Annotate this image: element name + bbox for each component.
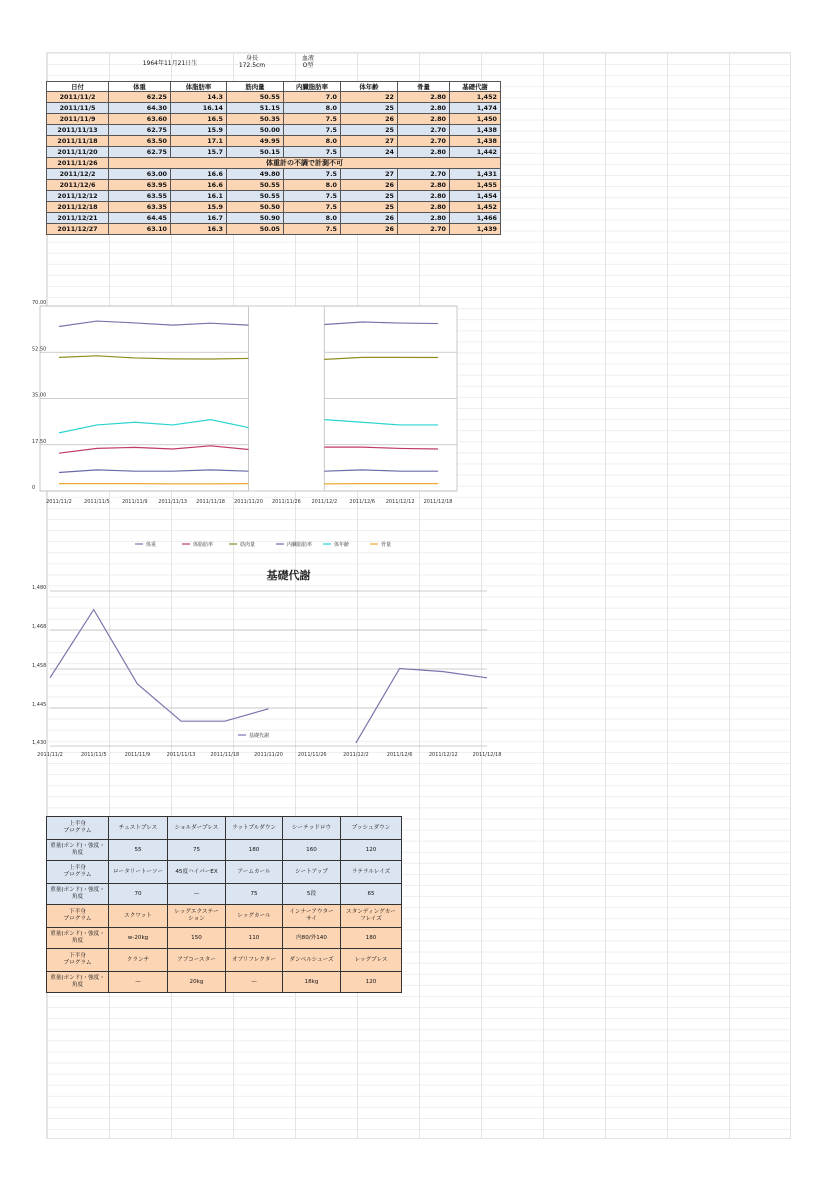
date-cell: 2011/12/2 (47, 169, 109, 180)
program-cell: ラテラルレイズ (341, 861, 402, 884)
value-cell: 1,431 (450, 169, 501, 180)
value-cell: 7.0 (284, 92, 341, 103)
program-cell: 150 (168, 928, 226, 949)
x-tick-label: 2011/11/18 (196, 499, 226, 505)
value-cell: 16.3 (171, 224, 227, 235)
legend-item: 体脂肪率 (193, 542, 214, 548)
table-row (47, 224, 501, 235)
value-cell: 24 (341, 147, 398, 158)
value-cell: 1,439 (450, 224, 501, 235)
program-row-label: 重量(ポンド)・強度・ 角度 (47, 884, 109, 905)
birth-date: 1964年11月21日生 (142, 60, 198, 67)
value-cell: 63.10 (109, 224, 171, 235)
value-cell: 50.55 (227, 180, 284, 191)
date-cell: 2011/11/2 (47, 92, 109, 103)
program-cell: スタンディングカー フレイズ (341, 905, 402, 928)
value-cell: 2.80 (398, 213, 450, 224)
program-cell: 70 (109, 884, 168, 905)
value-cell: 26 (341, 180, 398, 191)
table-header-row (47, 82, 501, 92)
value-cell: 63.35 (109, 202, 171, 213)
value-cell: 63.00 (109, 169, 171, 180)
x-tick-label: 2011/11/20 (234, 499, 263, 505)
value-cell: 50.55 (227, 191, 284, 202)
program-cell: w-20kg (109, 928, 168, 949)
program-cell: 75 (168, 840, 226, 861)
program-cell: ダンベルシューズ (283, 949, 341, 972)
x-tick-label: 2011/11/13 (158, 499, 188, 505)
program-cell: 55 (109, 840, 168, 861)
value-cell: 22 (341, 92, 398, 103)
column-header: 体重 (109, 82, 171, 92)
y-tick-label: 17.50 (32, 438, 47, 445)
x-tick-label: 2011/11/18 (210, 752, 240, 758)
x-tick-label: 2011/11/9 (124, 752, 151, 758)
program-cell: クランチ (109, 949, 168, 972)
program-cell: 75 (226, 884, 283, 905)
blood-label: 血液 (301, 55, 314, 62)
date-cell: 2011/11/9 (47, 114, 109, 125)
x-tick-label: 2011/11/13 (166, 752, 196, 758)
value-cell: 16.6 (171, 180, 227, 191)
program-cell: 160 (283, 840, 341, 861)
value-cell: 25 (341, 191, 398, 202)
y-tick-label: 1,430 (32, 740, 47, 746)
value-cell: 7.5 (284, 147, 341, 158)
value-cell: 15.9 (171, 202, 227, 213)
program-cell: チェストプレス (109, 817, 168, 840)
x-tick-label: 2011/11/9 (121, 499, 148, 505)
x-tick-label: 2011/11/5 (84, 499, 110, 505)
value-cell: 2.80 (398, 147, 450, 158)
value-cell: 2.80 (398, 180, 450, 191)
x-tick-label: 2011/11/2 (46, 499, 72, 505)
program-cell: 180 (226, 840, 283, 861)
value-cell: 27 (341, 136, 398, 147)
program-cell: 120 (341, 972, 402, 993)
x-tick-label: 2011/12/12 (428, 752, 458, 758)
value-cell: 1,474 (450, 103, 501, 114)
y-tick-label: 1,480 (32, 585, 47, 591)
date-cell: 2011/11/26 (47, 158, 109, 169)
column-header: 体脂肪率 (171, 82, 227, 92)
program-cell: 45度ハイパーEX (168, 861, 226, 884)
value-cell: 50.05 (227, 224, 284, 235)
program-row-label: 下半身 プログラム (47, 949, 109, 972)
program-cell: 65 (341, 884, 402, 905)
value-cell: 50.35 (227, 114, 284, 125)
x-tick-label: 2011/11/2 (37, 752, 63, 758)
table-row (47, 202, 501, 213)
program-cell: 18kg (283, 972, 341, 993)
value-cell: 50.00 (227, 125, 284, 136)
height-value: 172.5cm (238, 62, 266, 69)
x-tick-label: 2011/12/6 (386, 752, 413, 758)
program-cell: 内80/外140 (283, 928, 341, 949)
column-header: 骨量 (398, 82, 450, 92)
value-cell: 15.9 (171, 125, 227, 136)
table-row (47, 92, 501, 103)
value-cell: 7.5 (284, 191, 341, 202)
legend-item: 体年齢 (334, 542, 350, 548)
value-cell: 63.50 (109, 136, 171, 147)
x-tick-label: 2011/11/20 (254, 752, 283, 758)
series-line (356, 669, 487, 743)
x-tick-label: 2011/11/26 (297, 752, 327, 758)
date-cell: 2011/11/5 (47, 103, 109, 114)
program-cell: アームカール (226, 861, 283, 884)
date-cell: 2011/12/6 (47, 180, 109, 191)
program-row (47, 928, 402, 949)
date-cell: 2011/12/12 (47, 191, 109, 202)
table-row (47, 180, 501, 191)
value-cell: 63.60 (109, 114, 171, 125)
program-cell: 5段 (283, 884, 341, 905)
value-cell: 17.1 (171, 136, 227, 147)
value-cell: 2.80 (398, 202, 450, 213)
value-cell: 25 (341, 103, 398, 114)
program-row (47, 861, 402, 884)
value-cell: 8.0 (284, 136, 341, 147)
legend-item: 基礎代謝 (249, 733, 270, 739)
value-cell: 50.90 (227, 213, 284, 224)
value-cell: 16.1 (171, 191, 227, 202)
value-cell: 1,466 (450, 213, 501, 224)
value-cell: 8.0 (284, 180, 341, 191)
legend-item: 体重 (146, 542, 157, 548)
y-tick-label: 0 (32, 485, 36, 491)
program-cell: シーテッドロウ (283, 817, 341, 840)
program-cell: 110 (226, 928, 283, 949)
value-cell: 1,438 (450, 125, 501, 136)
date-cell: 2011/12/21 (47, 213, 109, 224)
program-row (47, 840, 402, 861)
value-cell: 62.75 (109, 147, 171, 158)
column-header: 体年齢 (341, 82, 398, 92)
table-row (47, 147, 501, 158)
x-tick-label: 2011/12/12 (385, 499, 415, 505)
legend-item: 筋肉量 (240, 542, 256, 548)
x-tick-label: 2011/12/6 (349, 499, 376, 505)
program-row (47, 972, 402, 993)
value-cell: 49.95 (227, 136, 284, 147)
program-cell: アブコースター (168, 949, 226, 972)
program-cell: — (109, 972, 168, 993)
program-cell: インナーアウター サイ (283, 905, 341, 928)
table-row (47, 191, 501, 202)
x-tick-label: 2011/11/26 (271, 499, 301, 505)
table-row (47, 125, 501, 136)
value-cell: 16.5 (171, 114, 227, 125)
program-row-label: 上半身 プログラム (47, 861, 109, 884)
program-cell: レッグエクステー ション (168, 905, 226, 928)
program-row (47, 817, 402, 840)
value-cell: 62.75 (109, 125, 171, 136)
program-cell: シートアップ (283, 861, 341, 884)
x-tick-label: 2011/12/18 (472, 752, 502, 758)
value-cell: 25 (341, 202, 398, 213)
measurement-table (46, 81, 501, 235)
value-cell: 49.80 (227, 169, 284, 180)
value-cell: 2.70 (398, 136, 450, 147)
height-label: 身長 (245, 55, 258, 62)
table-row (47, 114, 501, 125)
table-row (47, 213, 501, 224)
x-tick-label: 2011/12/18 (423, 499, 453, 505)
program-cell: レッグプレス (341, 949, 402, 972)
table-row (47, 136, 501, 147)
program-row-label: 重量(ポンド)・強度・ 角度 (47, 840, 109, 861)
program-cell: レッグカール (226, 905, 283, 928)
value-cell: 8.0 (284, 103, 341, 114)
y-tick-label: 1,458 (32, 663, 47, 669)
missing-data-band (249, 306, 325, 491)
value-cell: 64.45 (109, 213, 171, 224)
value-cell: 1,442 (450, 147, 501, 158)
chart-title: 基礎代謝 (266, 569, 311, 582)
table-row (47, 158, 501, 169)
program-cell: プッシュダウン (341, 817, 402, 840)
date-cell: 2011/12/18 (47, 202, 109, 213)
value-cell: 1,454 (450, 191, 501, 202)
program-row-label: 重量(ポンド)・強度・ 角度 (47, 928, 109, 949)
value-cell: 7.5 (284, 125, 341, 136)
table-row (47, 103, 501, 114)
date-cell: 2011/12/27 (47, 224, 109, 235)
table-row (47, 169, 501, 180)
measurement-note: 体重計の不調で計測不可 (109, 158, 501, 169)
blood-value: O型 (302, 62, 314, 69)
y-tick-label: 1,468 (32, 624, 47, 630)
value-cell: 27 (341, 169, 398, 180)
program-cell: 20kg (168, 972, 226, 993)
series-line (50, 610, 269, 722)
x-tick-label: 2011/12/2 (311, 499, 338, 505)
value-cell: 14.3 (171, 92, 227, 103)
program-row (47, 884, 402, 905)
value-cell: 7.5 (284, 224, 341, 235)
program-cell: — (226, 972, 283, 993)
column-header: 筋肉量 (227, 82, 284, 92)
program-row-label: 重量(ポンド)・強度・ 角度 (47, 972, 109, 993)
column-header: 日付 (47, 82, 109, 92)
value-cell: 26 (341, 114, 398, 125)
program-cell: — (168, 884, 226, 905)
value-cell: 15.7 (171, 147, 227, 158)
value-cell: 16.7 (171, 213, 227, 224)
x-tick-label: 2011/12/2 (343, 752, 369, 758)
date-cell: 2011/11/13 (47, 125, 109, 136)
body-composition-chart (30, 298, 470, 558)
value-cell: 2.70 (398, 125, 450, 136)
value-cell: 1,450 (450, 114, 501, 125)
value-cell: 1,452 (450, 92, 501, 103)
program-row-label: 上半身 プログラム (47, 817, 109, 840)
value-cell: 7.5 (284, 114, 341, 125)
program-cell: ショルダープレス (168, 817, 226, 840)
value-cell: 1,438 (450, 136, 501, 147)
value-cell: 50.50 (227, 202, 284, 213)
y-tick-label: 52.50 (32, 346, 47, 353)
value-cell: 63.55 (109, 191, 171, 202)
y-tick-label: 70.00 (32, 300, 47, 306)
date-cell: 2011/11/18 (47, 136, 109, 147)
program-cell: 180 (341, 928, 402, 949)
value-cell: 7.5 (284, 202, 341, 213)
value-cell: 1,455 (450, 180, 501, 191)
value-cell: 64.30 (109, 103, 171, 114)
y-tick-label: 1,445 (32, 702, 47, 708)
program-row (47, 949, 402, 972)
program-row-label: 下半身 プログラム (47, 905, 109, 928)
value-cell: 50.55 (227, 92, 284, 103)
value-cell: 2.80 (398, 114, 450, 125)
training-program-table (46, 816, 402, 993)
value-cell: 2.70 (398, 224, 450, 235)
x-tick-label: 2011/11/5 (80, 752, 107, 758)
value-cell: 2.80 (398, 92, 450, 103)
value-cell: 16.6 (171, 169, 227, 180)
date-cell: 2011/11/20 (47, 147, 109, 158)
program-cell: ラットプルダウン (226, 817, 283, 840)
legend-item: 内臓脂肪率 (287, 542, 313, 548)
value-cell: 63.95 (109, 180, 171, 191)
basal-metabolism-chart (30, 565, 520, 770)
value-cell: 2.80 (398, 191, 450, 202)
value-cell: 26 (341, 213, 398, 224)
program-cell: スクワット (109, 905, 168, 928)
value-cell: 25 (341, 125, 398, 136)
value-cell: 50.15 (227, 147, 284, 158)
value-cell: 51.15 (227, 103, 284, 114)
column-header: 基礎代謝 (450, 82, 501, 92)
value-cell: 7.5 (284, 169, 341, 180)
program-cell: オブリフレクター (226, 949, 283, 972)
value-cell: 8.0 (284, 213, 341, 224)
y-tick-label: 35.00 (32, 392, 47, 399)
value-cell: 62.25 (109, 92, 171, 103)
legend-item: 骨量 (381, 542, 392, 548)
value-cell: 1,452 (450, 202, 501, 213)
value-cell: 2.80 (398, 103, 450, 114)
column-header: 内臓脂肪率 (284, 82, 341, 92)
program-cell: 120 (341, 840, 402, 861)
program-row (47, 905, 402, 928)
value-cell: 2.70 (398, 169, 450, 180)
value-cell: 26 (341, 224, 398, 235)
program-cell: ロータリートーソー (109, 861, 168, 884)
value-cell: 16.14 (171, 103, 227, 114)
